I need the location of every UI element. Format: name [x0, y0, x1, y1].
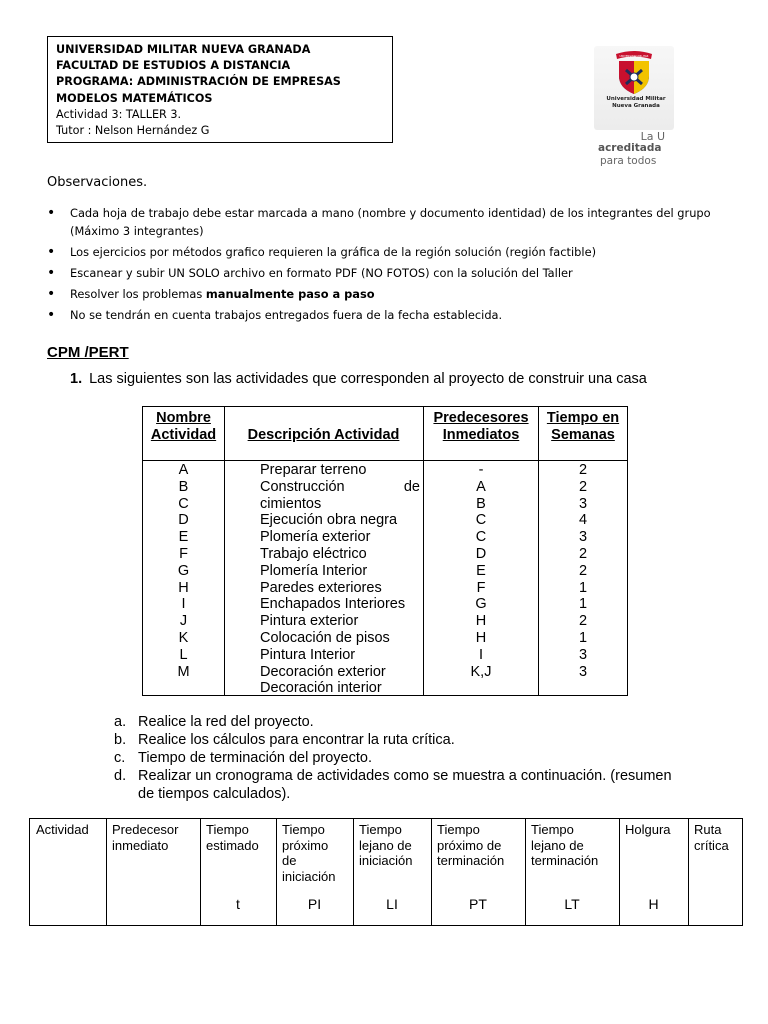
header-text: Predecesores	[433, 410, 529, 426]
header-faculty: FACULTAD DE ESTUDIOS A DISTANCIA	[56, 59, 291, 73]
header-text: Tiempo	[206, 822, 249, 837]
activity-table	[142, 406, 628, 696]
task-text: de tiempos calculados).	[138, 786, 291, 802]
weeks-value: 3	[578, 663, 588, 680]
header-text: de	[282, 853, 297, 869]
header-text: Tiempo	[531, 822, 574, 837]
header-text: lejano de	[359, 837, 412, 853]
shield-icon	[614, 50, 654, 96]
schedule-header-actividad: Actividad	[36, 822, 89, 837]
activity-description: Decoración exterior	[260, 663, 386, 680]
activity-name: M	[177, 663, 190, 680]
column-names	[143, 462, 224, 680]
header-text: lejano de	[531, 837, 584, 853]
observation-item-bold: manualmente paso a paso	[205, 287, 375, 301]
task-item	[114, 731, 672, 749]
activity-description: Trabajo eléctrico	[260, 545, 367, 562]
task-text: Realizar un cronograma de actividades como se muestra a continuación. (resumen	[138, 768, 672, 784]
logo-name-line2: Nueva Granada	[612, 102, 660, 109]
activity-name: F	[179, 545, 188, 562]
activity-description: Plomería exterior	[260, 529, 371, 546]
task-text: Tiempo de terminación del proyecto.	[138, 750, 372, 766]
header-predecesores	[424, 410, 538, 444]
activity-description: Preparar terreno	[260, 462, 367, 478]
weeks-value: 2	[578, 613, 588, 630]
weeks-value: 1	[578, 579, 588, 596]
header-text: Actividad	[150, 427, 217, 443]
schedule-header-tiempo-lejano-terminacion	[531, 822, 598, 869]
header-text: Tiempo	[437, 822, 480, 837]
header-course: MODELOS MATEMÁTICOS	[56, 91, 213, 105]
observation-item: • Los ejercicios por métodos grafico requieren la gráfica de la región solución (región factible)	[44, 243, 744, 262]
weeks-value: 2	[578, 545, 588, 562]
header-text: estimado	[206, 837, 259, 853]
predecessor: H	[475, 629, 487, 646]
header-text: Tiempo	[282, 822, 325, 837]
header-text: Tiempo en	[546, 410, 620, 426]
activity-name: G	[177, 562, 190, 579]
section-title: CPM /PERT	[47, 344, 129, 361]
task-item-continuation	[114, 785, 672, 803]
header-text: Inmediatos	[442, 427, 520, 443]
predecessor: K,J	[470, 663, 492, 680]
logo-name	[588, 96, 684, 109]
column-predecessors	[424, 462, 538, 680]
weeks-value: 3	[578, 495, 588, 512]
header-text: crítica	[694, 837, 729, 853]
weeks-value: 3	[578, 529, 588, 546]
task-text: Realice los cálculos para encontrar la ruta crítica.	[138, 732, 455, 748]
activity-name: B	[178, 478, 189, 495]
task-list	[114, 713, 672, 803]
activity-description: cimientos	[260, 495, 322, 512]
logo-banner-text: UNIVERSIDAD MILITAR	[619, 55, 649, 58]
observation-item-text: Resolver los problemas	[70, 287, 206, 301]
header-text: inmediato	[112, 837, 169, 853]
table-divider	[688, 819, 689, 925]
observation-item: • Cada hoja de trabajo debe estar marcada a mano (nombre y documento identidad) de los integrantes del grupo (Máximo 3 integrantes)	[44, 204, 744, 240]
predecessor: B	[476, 495, 486, 512]
predecessor: A	[476, 478, 486, 495]
logo-tagline-2: acreditada	[598, 142, 662, 154]
activity-description: Paredes exteriores	[260, 579, 382, 596]
question-text: Las siguientes son las actividades que corresponden al proyecto de construir una casa	[89, 371, 647, 387]
column-descriptions	[260, 462, 420, 697]
predecessor: C	[475, 529, 487, 546]
description-word: de	[403, 478, 420, 495]
schedule-header-ruta-critica	[694, 822, 729, 853]
description-word: Construcción	[260, 478, 345, 495]
observation-item: • No se tendrán en cuenta trabajos entregados fuera de la fecha establecida.	[44, 306, 744, 325]
header-program: PROGRAMA: ADMINISTRACIÓN DE EMPRESAS	[56, 75, 341, 89]
schedule-header-tiempo-proximo-terminacion	[437, 822, 504, 869]
activity-description: Pintura exterior	[260, 613, 359, 630]
activity-description: Ejecución obra negra	[260, 512, 398, 529]
symbol-t: t	[236, 896, 240, 912]
activity-description	[260, 479, 420, 496]
university-logo	[588, 38, 686, 173]
symbol-pt: PT	[469, 896, 487, 912]
activity-description: Enchapados Interiores	[260, 596, 406, 613]
header-activity: Actividad 3: TALLER 3.	[56, 107, 182, 121]
predecessor: E	[476, 562, 486, 579]
activity-name: D	[178, 512, 189, 529]
schedule-header-tiempo-estimado	[206, 822, 259, 853]
header-tutor: Tutor : Nelson Hernández G	[56, 124, 210, 138]
observation-item: • Escanear y subir UN SOLO archivo en formato PDF (NO FOTOS) con la solución del Taller	[44, 264, 744, 283]
activity-name: E	[178, 529, 189, 546]
weeks-value: 2	[578, 562, 588, 579]
symbol-h: H	[648, 896, 659, 912]
activity-name: J	[179, 613, 188, 630]
observations-title: Observaciones.	[47, 175, 148, 190]
header-university: UNIVERSIDAD MILITAR NUEVA GRANADA	[56, 43, 311, 56]
table-header-divider	[143, 460, 627, 461]
predecessor: F	[476, 579, 486, 596]
schedule-header-predecesor	[112, 822, 178, 853]
activity-description: Pintura Interior	[260, 646, 356, 663]
logo-tagline-3: para todos	[600, 155, 657, 167]
task-label: a.	[114, 714, 127, 730]
schedule-header-tiempo-proximo-iniciacion	[282, 822, 335, 884]
observations-list	[44, 204, 744, 327]
weeks-value: 2	[578, 462, 588, 478]
activity-name: I	[181, 596, 186, 613]
table-divider	[106, 819, 107, 925]
activity-name: A	[178, 462, 189, 478]
question-number: 1.	[70, 371, 83, 387]
predecessor: -	[478, 462, 484, 478]
observation-item	[44, 285, 744, 304]
header-text: terminación	[437, 853, 505, 869]
activity-description: Colocación de pisos	[260, 629, 390, 646]
column-weeks	[539, 462, 627, 680]
schedule-header-tiempo-lejano-iniciacion	[359, 822, 412, 869]
task-item	[114, 713, 672, 731]
task-label: c.	[114, 750, 126, 766]
activity-name: L	[179, 646, 188, 663]
schedule-table	[29, 818, 743, 926]
header-text: Semanas	[551, 427, 615, 443]
header-tiempo	[539, 410, 627, 444]
header-text: Ruta	[694, 822, 722, 837]
weeks-value: 4	[578, 512, 588, 529]
task-label: b.	[114, 732, 127, 748]
logo-name-line1: Universidad Militar	[606, 96, 666, 102]
predecessor: I	[478, 646, 484, 663]
header-text: próximo	[282, 837, 329, 853]
activity-name: C	[178, 495, 189, 512]
symbol-li: LI	[386, 896, 398, 912]
header-text: Tiempo	[359, 822, 402, 837]
header-text: terminación	[531, 853, 599, 869]
predecessor: G	[475, 596, 487, 613]
header-nombre-actividad	[143, 410, 224, 444]
header-descripcion: Descripción Actividad	[247, 427, 400, 443]
task-item	[114, 749, 672, 767]
header-text: Nombre	[156, 410, 211, 426]
weeks-value: 1	[578, 596, 588, 613]
activity-name: K	[178, 629, 189, 646]
activity-name: H	[178, 579, 189, 596]
question-1	[70, 371, 647, 387]
header-text: iniciación	[359, 853, 413, 869]
activity-description: Decoración interior	[260, 680, 382, 697]
predecessor: D	[475, 545, 487, 562]
table-divider	[224, 407, 225, 695]
task-text: Realice la red del proyecto.	[138, 714, 314, 730]
task-label: d.	[114, 768, 127, 784]
predecessor: H	[475, 613, 487, 630]
header-text: próximo de	[437, 837, 502, 853]
predecessor: C	[475, 512, 487, 529]
symbol-pi: PI	[307, 896, 322, 912]
logo-tagline-1: La U	[640, 130, 665, 143]
task-item	[114, 767, 672, 785]
schedule-header-holgura: Holgura	[625, 822, 671, 837]
weeks-value: 1	[578, 629, 588, 646]
header-box	[47, 36, 393, 143]
header-text: Predecesor	[112, 822, 179, 837]
header-text: iniciación	[282, 868, 336, 884]
symbol-lt: LT	[564, 896, 580, 912]
activity-description: Plomería Interior	[260, 562, 368, 579]
weeks-value: 2	[578, 478, 588, 495]
weeks-value: 3	[578, 646, 588, 663]
